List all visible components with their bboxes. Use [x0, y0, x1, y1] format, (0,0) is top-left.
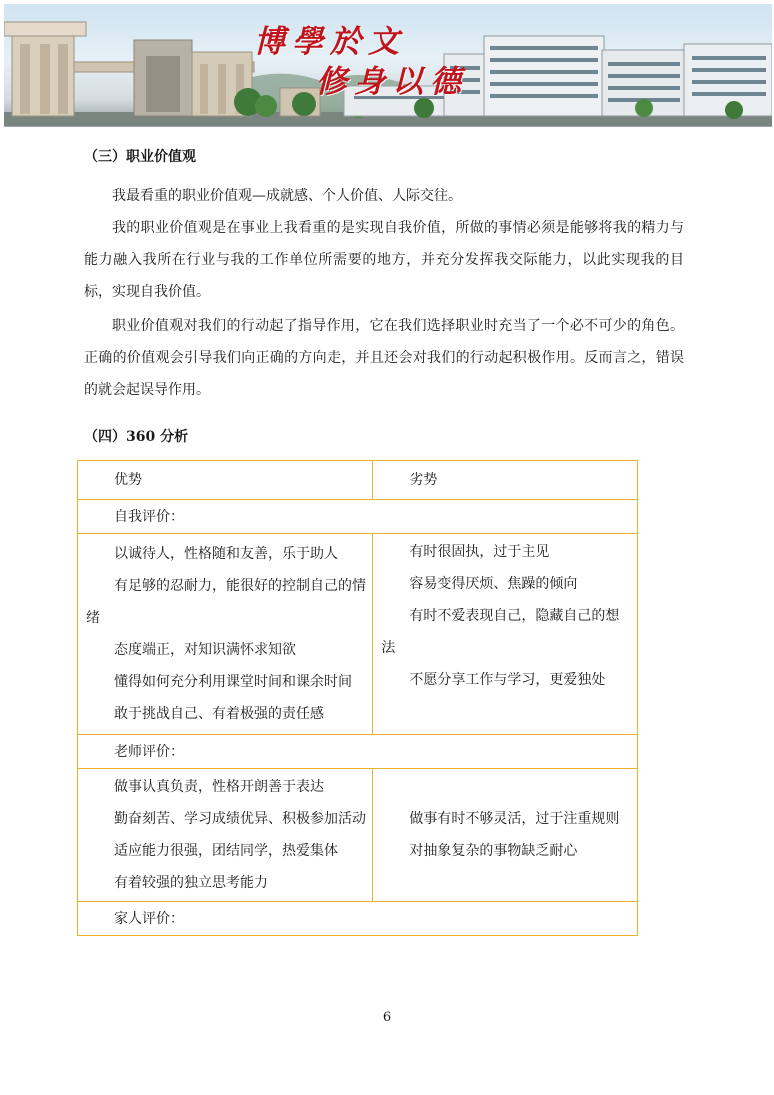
teacher-strengths-cell	[78, 769, 373, 902]
list-item: 以诚待人，性格随和友善，乐于助人	[114, 546, 338, 562]
list-item: 态度端正，对知识满怀求知欲	[114, 642, 296, 658]
self-evaluation-label: 自我评价：	[78, 500, 638, 534]
list-item: 有着较强的独立思考能力	[114, 875, 268, 891]
list-item: 有时很固执，过于主见	[409, 544, 550, 560]
list-item: 有足够的忍耐力，能很好的控制自己的情绪	[86, 578, 366, 626]
header-banner	[4, 4, 772, 127]
teacher-evaluation-label: 老师评价：	[78, 735, 638, 769]
list-item: 敢于挑战自己、有着极强的责任感	[114, 706, 324, 722]
section-3-heading: （三）职业价值观	[84, 149, 196, 165]
weaknesses-header: 劣势	[373, 461, 638, 500]
family-evaluation-label: 家人评价：	[78, 902, 638, 936]
self-evaluation-row	[78, 534, 638, 735]
motto-line-2: 修身以德	[316, 64, 468, 100]
list-item: 适应能力很强，团结同学，热爱集体	[114, 843, 338, 859]
teacher-weaknesses-cell	[373, 769, 638, 902]
paragraph-values-summary: 我最看重的职业价值观—成就感、个人价值、人际交往。	[112, 188, 462, 204]
list-item: 懂得如何充分利用课堂时间和课余时间	[114, 674, 352, 690]
paragraph-values-role: 职业价值观对我们的行动起了指导作用，它在我们选择职业时充当了一个必不可少的角色。正确的价值观会引导我们向正确的方向走，并且还会对我们的行动起积极作用。反而言之，错误的就会起误导作用。	[84, 318, 684, 398]
teacher-evaluation-row	[78, 769, 638, 902]
page-number: 6	[382, 1010, 392, 1025]
strengths-header: 优势	[78, 461, 373, 500]
list-item: 有时不爱表现自己，隐藏自己的想法	[381, 608, 620, 656]
analysis-360-table	[77, 460, 638, 936]
list-item: 做事有时不够灵活，过于注重规则	[409, 811, 620, 827]
self-weaknesses-cell	[373, 534, 638, 735]
list-item: 勤奋刻苦、学习成绩优异、积极参加活动	[114, 811, 366, 827]
family-evaluation-label-row	[78, 902, 638, 936]
list-item: 对抽象复杂的事物缺乏耐心	[409, 843, 578, 859]
motto-line-1: 博學於文	[254, 24, 406, 60]
list-item: 做事认真负责，性格开朗善于表达	[114, 779, 324, 795]
self-strengths-cell	[78, 534, 373, 735]
list-item: 不愿分享工作与学习，更爱独处	[409, 672, 606, 688]
list-item: 容易变得厌烦、焦躁的倾向	[409, 576, 578, 592]
teacher-evaluation-label-row	[78, 735, 638, 769]
paragraph-values-detail: 我的职业价值观是在事业上我看重的是实现自我价值，所做的事情必须是能够将我的精力与能力融入我所在行业与我的工作单位所需要的地方，并充分发挥我交际能力，以此实现我的目标，实现自我价值。	[84, 220, 684, 300]
section-4-heading: （四）360 分析	[84, 429, 189, 445]
self-evaluation-label-row	[78, 500, 638, 534]
table-header-row	[78, 461, 638, 500]
